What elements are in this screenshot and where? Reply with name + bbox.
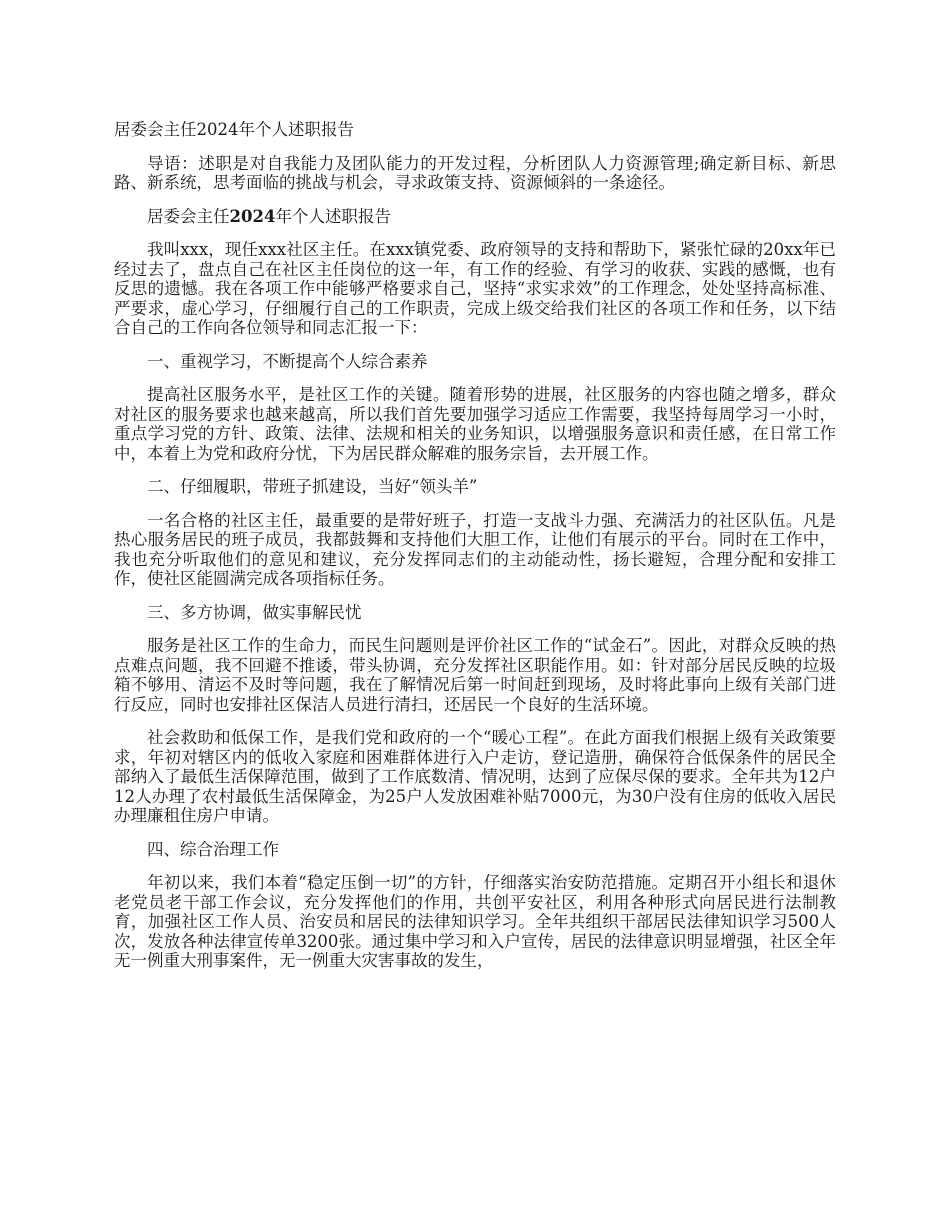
section-heading: 四、综合治理工作 [147,839,279,859]
body-paragraph: 一名合格的社区主任，最重要的是带好班子，打造一支战斗力强、充满活力的社区队伍。凡是热心服务居民的班子成员，我都鼓舞和支持他们大胆工作，让他们有展示的平台。同时在工作中，我也充分听取他们的意见和建议，充分发挥同志们的主动能动性，扬长避短，合理分配和安排工作，使社区能圆满完成各项指标任务。 [114,510,836,588]
document-title: 居委会主任2024年个人述职报告 [114,120,354,139]
body-paragraph: 我叫xxx，现任xxx社区主任。在xxx镇党委、政府领导的支持和帮助下，紧张忙碌的20xx年已经过去了，盘点自己在社区主任岗位的这一年，有工作的经验、有学习的收获、实践的感慨，也有反思的遗憾。我在各项工作中能够严格要求自己，坚持“求实求效”的工作理念，处处坚持高标准、严要求，虚心学习，仔细履行自己的工作职责，完成上级交给我们社区的各项工作和任务，以下结合自己的工作向各位领导和同志汇报一下： [114,240,836,337]
subtitle-suffix: 年个人述职报告 [275,206,391,226]
body-paragraph: 年初以来，我们本着“稳定压倒一切”的方针，仔细落实治安防范措施。定期召开小组长和退休老党员老干部工作会议，充分发挥他们的作用，共创平安社区，利用各种形式向居民进行法制教育，加强社区工作人员、治安员和居民的法律知识学习。全年共组织干部居民法律知识学习500人次，发放各种法律宣传单3200张。通过集中学习和入户宣传，居民的法律意识明显增强，社区全年无一例重大刑事案件，无一例重大灾害事故的发生， [114,873,836,970]
body-paragraph: 提高社区服务水平，是社区工作的关键。随着形势的进展，社区服务的内容也随之增多，群众对社区的服务要求也越来越高，所以我们首先要加强学习适应工作需要，我坚持每周学习一小时，重点学习党的方针、政策、法律、法规和相关的业务知识，以增强服务意识和责任感，在日常工作中，本着上为党和政府分忧，下为居民群众解难的服务宗旨，去开展工作。 [114,385,836,463]
body-paragraph: 社会救助和低保工作，是我们党和政府的一个“暖心工程”。在此方面我们根据上级有关政策要求，年初对辖区内的低收入家庭和困难群体进行入户走访，登记造册，确保符合低保条件的居民全部纳入了最低生活保障范围，做到了工作底数清、情况明，达到了应保尽保的要求。全年共为12户12人办理了农村最低生活保障金，为25户人发放困难补贴7000元，为30户没有住房的低收入居民办理廉租住房户申请。 [114,728,836,825]
section-heading: 二、仔细履职，带班子抓建设，当好“领头羊” [147,477,478,496]
subtitle-year: 2024 [229,206,276,226]
document-page [114,120,836,985]
section-heading: 一、重视学习，不断提高个人综合素养 [147,351,428,371]
subtitle-prefix: 居委会主任 [147,206,230,226]
document-subtitle [114,207,836,227]
section-heading: 三、多方协调，做实事解民忧 [147,602,362,622]
intro-paragraph: 导语：述职是对自我能力及团队能力的开发过程，分析团队人力资源管理;确定新目标、新思路、新系统，思考面临的挑战与机会，寻求政策支持、资源倾斜的一条途径。 [114,153,836,192]
body-paragraph: 服务是社区工作的生命力，而民生问题则是评价社区工作的“试金石”。因此，对群众反映的热点难点问题，我不回避不推诿，带头协调，充分发挥社区职能作用。如：针对部分居民反映的垃圾箱不够用、清运不及时等问题，我在了解情况后第一时间赶到现场，及时将此事向上级有关部门进行反应，同时也安排社区保洁人员进行清扫，还居民一个良好的生活环境。 [114,636,836,714]
